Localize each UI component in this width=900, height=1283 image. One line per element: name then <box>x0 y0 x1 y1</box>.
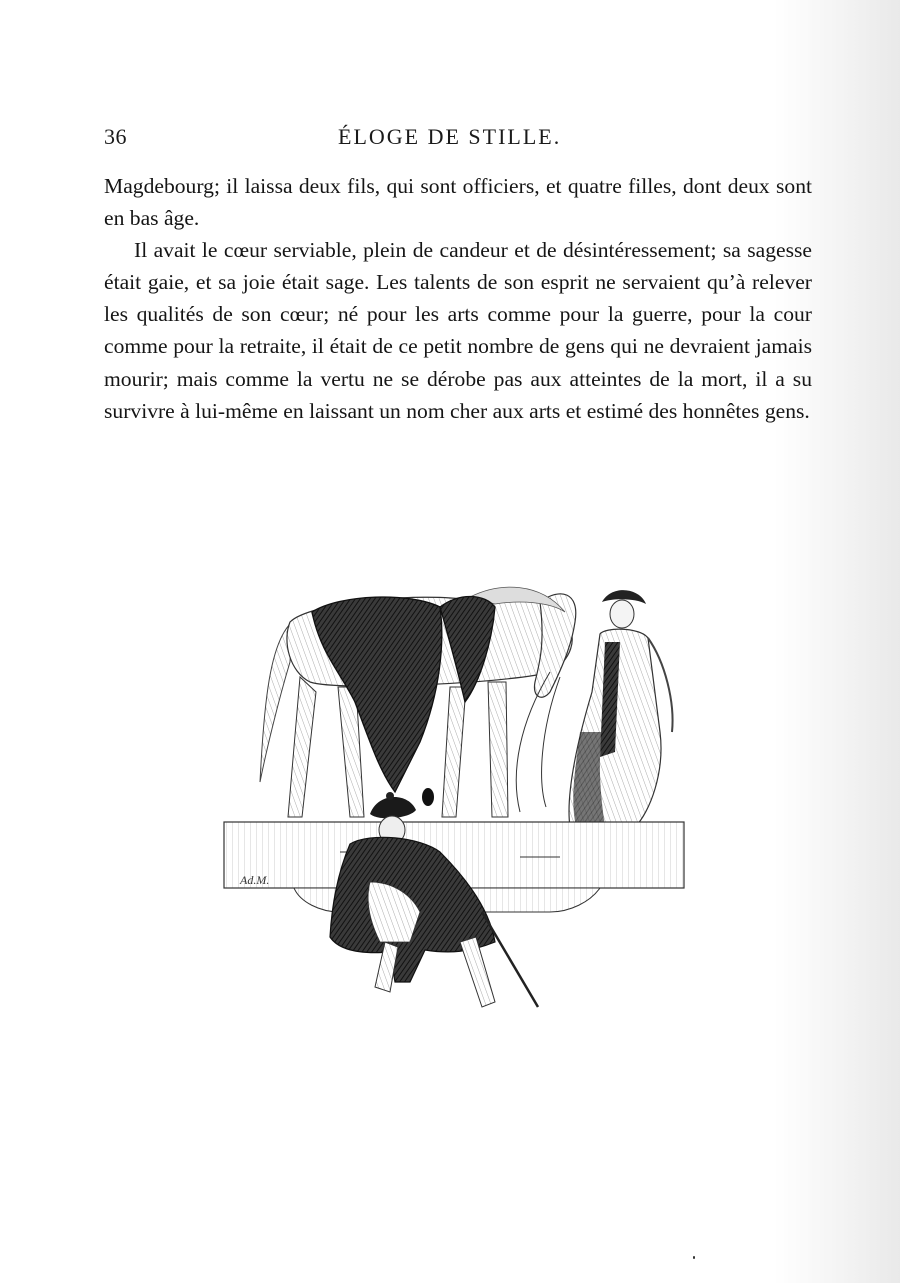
engraving-illustration <box>220 582 690 1022</box>
running-head <box>104 124 814 154</box>
running-title: ÉLOGE DE STILLE. <box>338 124 562 149</box>
artist-signature: Ad.M. <box>240 873 270 887</box>
paragraph-continued: Magdebourg; il laissa deux fils, qui sont officiers, et quatre filles, dont deux sont en bas âge. <box>104 174 812 231</box>
standing-woman <box>569 590 673 827</box>
paper-speck <box>693 1256 695 1259</box>
horse <box>260 587 576 817</box>
paragraph-eulogy: Il avait le cœur serviable, plein de candeur et de désintéressement; sa sagesse était gaie, et sa joie était sage. Les talents de son esprit ne servaient qu’à relever les qualités de son cœur; né pour les arts comme pour la guerre, pour la cour comme pour la retraite, il était de ce petit nombre de gens qui ne devraient jamais mourir; mais comme la vertu ne se dérobe pas aux atteintes de la mort, il a su survivre à lui-même en laissant un nom cher aux arts et estimé des honnêtes gens. <box>104 238 812 423</box>
page-number: 36 <box>104 124 127 149</box>
body-text <box>104 170 812 427</box>
